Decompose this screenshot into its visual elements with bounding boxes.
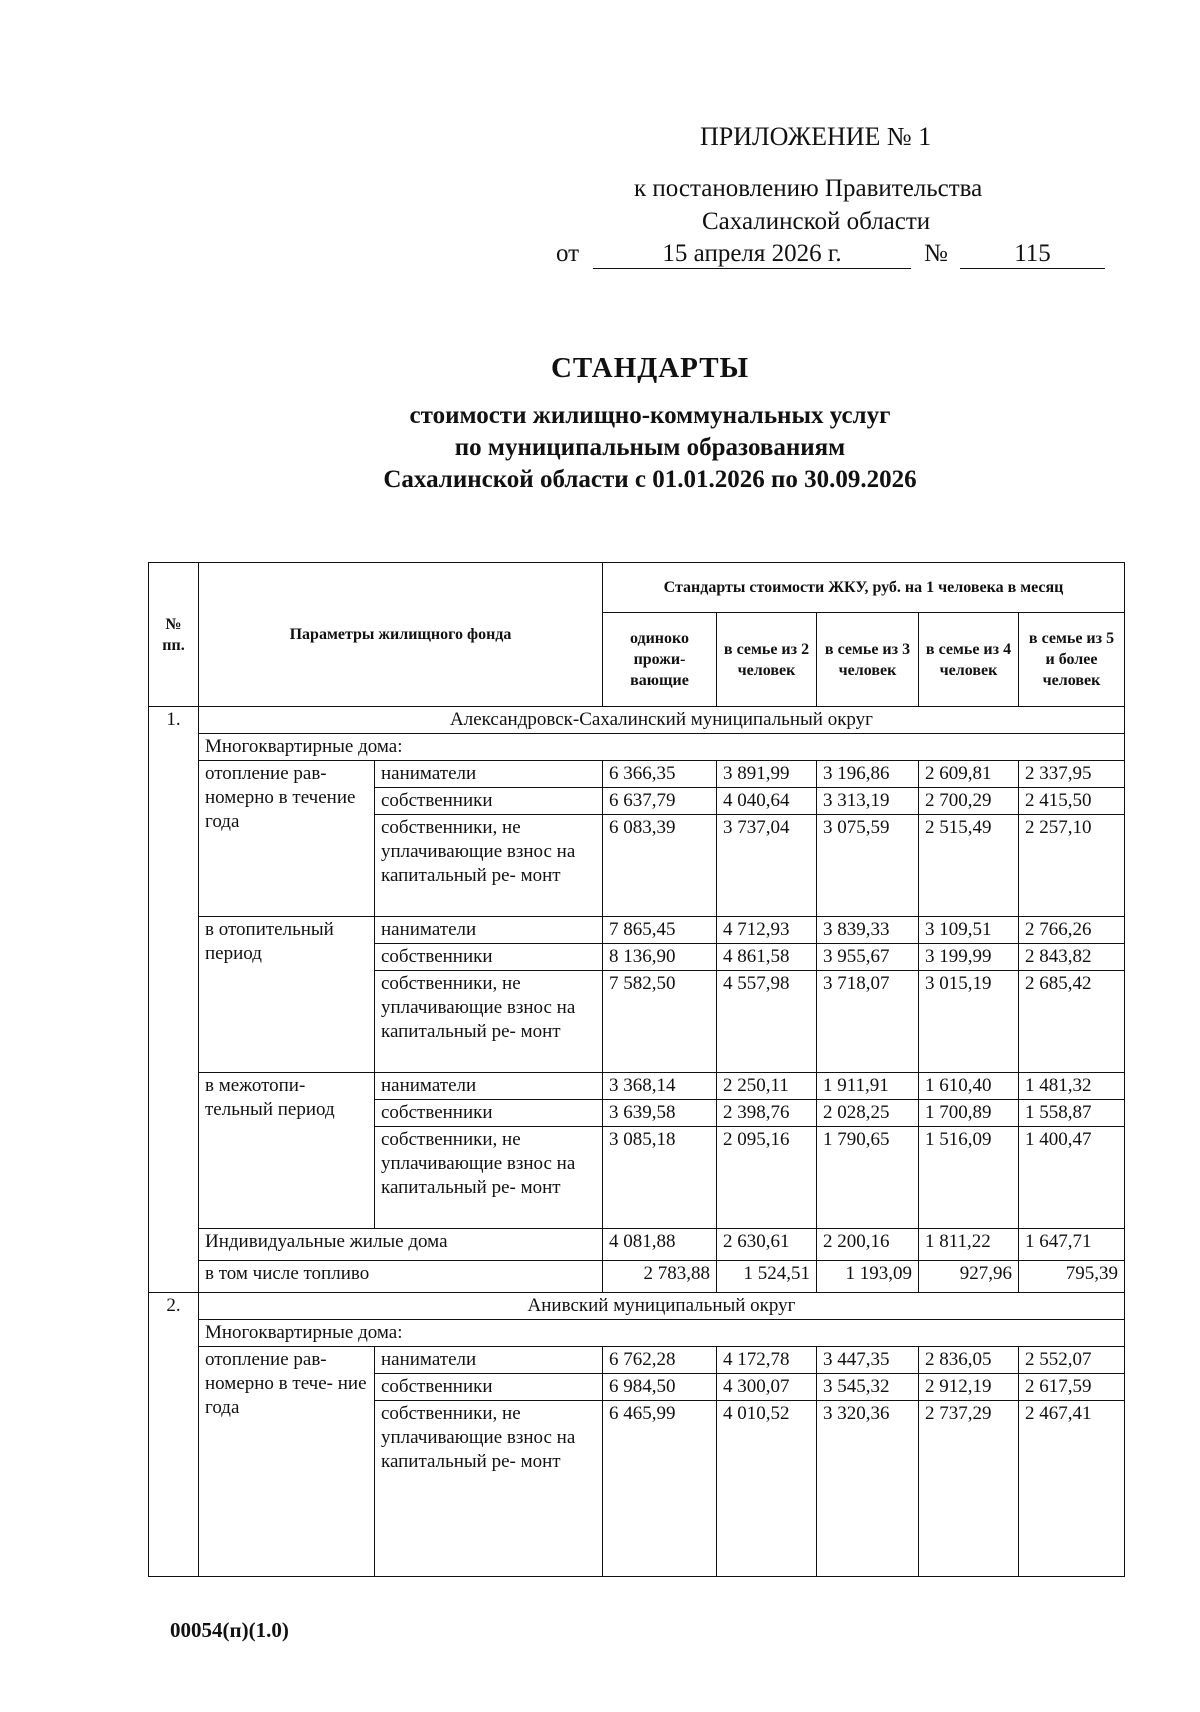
value-cell: 2 617,59: [1019, 1374, 1125, 1401]
value-cell: 2 630,61: [717, 1229, 817, 1261]
value-cell: 927,96: [919, 1261, 1019, 1293]
value-cell: 4 557,98: [717, 971, 817, 1073]
value-cell: 2 398,76: [717, 1100, 817, 1127]
apartments-label: Многоквартирные дома:: [199, 1320, 1125, 1347]
value-cell: 3 639,58: [603, 1100, 717, 1127]
heating-mode-label: отопление рав- номерно в течение года: [199, 761, 375, 917]
value-cell: 3 545,32: [817, 1374, 919, 1401]
category-label: наниматели: [375, 1073, 603, 1100]
heating-mode-label: отопление рав- номерно в тече- ние года: [199, 1347, 375, 1577]
category-label: собственники: [375, 788, 603, 815]
value-cell: 3 320,36: [817, 1401, 919, 1577]
decree-reference: к постановлению Правительства: [634, 175, 983, 202]
standards-table: [148, 562, 1125, 1577]
table-row: [149, 1073, 1125, 1100]
value-cell: 1 610,40: [919, 1073, 1019, 1100]
date-prefix: от: [556, 240, 580, 267]
value-cell: 1 911,91: [817, 1073, 919, 1100]
value-cell: 2 912,19: [919, 1374, 1019, 1401]
header-col-family-4: в семье из 4 человек: [919, 613, 1019, 707]
value-cell: 2 783,88: [603, 1261, 717, 1293]
header-col-family-5: в семье из 5 и более человек: [1019, 613, 1125, 707]
subtitle-line-2: по муниципальным образованиям: [454, 434, 846, 461]
value-cell: 6 465,99: [603, 1401, 717, 1577]
value-cell: 3 839,33: [817, 917, 919, 944]
category-label: наниматели: [375, 917, 603, 944]
value-cell: 1 811,22: [919, 1229, 1019, 1261]
value-cell: 2 685,42: [1019, 971, 1125, 1073]
number-sign: №: [924, 240, 948, 267]
section-row: [149, 1293, 1125, 1320]
category-label: собственники: [375, 1374, 603, 1401]
value-cell: 1 558,87: [1019, 1100, 1125, 1127]
subtitle-line-3: Сахалинской области с 01.01.2026 по 30.09.2026: [383, 466, 917, 493]
section-row: [149, 707, 1125, 734]
value-cell: 2 028,25: [817, 1100, 919, 1127]
table-row: [149, 917, 1125, 944]
header-standards: Стандарты стоимости ЖКУ, руб. на 1 человека в месяц: [603, 563, 1125, 613]
value-cell: 1 647,71: [1019, 1229, 1125, 1261]
value-cell: 3 737,04: [717, 815, 817, 917]
value-cell: 3 313,19: [817, 788, 919, 815]
value-cell: 3 718,07: [817, 971, 919, 1073]
value-cell: 2 766,26: [1019, 917, 1125, 944]
table-row: [149, 1347, 1125, 1374]
fuel-label: в том числе топливо: [199, 1261, 603, 1293]
category-label: собственники: [375, 944, 603, 971]
value-cell: 795,39: [1019, 1261, 1125, 1293]
value-cell: 3 015,19: [919, 971, 1019, 1073]
section-number: 2.: [149, 1293, 199, 1577]
region-name: Сахалинской области: [702, 208, 931, 235]
value-cell: 3 109,51: [919, 917, 1019, 944]
document-code: 00054(п)(1.0): [170, 1618, 289, 1642]
heating-mode-label: в межотопи- тельный период: [199, 1073, 375, 1229]
value-cell: 1 524,51: [717, 1261, 817, 1293]
document-title: СТАНДАРТЫ: [550, 352, 750, 384]
value-cell: 1 400,47: [1019, 1127, 1125, 1229]
category-label: наниматели: [375, 1347, 603, 1374]
value-cell: 6 083,39: [603, 815, 717, 917]
header-row-number: № пп.: [149, 563, 199, 707]
date-line: [556, 240, 1106, 272]
header-parameters: Параметры жилищного фонда: [199, 563, 603, 707]
value-cell: 2 836,05: [919, 1347, 1019, 1374]
value-cell: 6 762,28: [603, 1347, 717, 1374]
value-cell: 8 136,90: [603, 944, 717, 971]
header-col-family-2: в семье из 2 человек: [717, 613, 817, 707]
section-title: Анивский муниципальный округ: [199, 1293, 1125, 1320]
category-label: собственники: [375, 1100, 603, 1127]
value-cell: 3 447,35: [817, 1347, 919, 1374]
value-cell: 2 200,16: [817, 1229, 919, 1261]
value-cell: 2 095,16: [717, 1127, 817, 1229]
value-cell: 2 467,41: [1019, 1401, 1125, 1577]
value-cell: 1 481,32: [1019, 1073, 1125, 1100]
value-cell: 4 861,58: [717, 944, 817, 971]
value-cell: 4 040,64: [717, 788, 817, 815]
value-cell: 4 081,88: [603, 1229, 717, 1261]
subtitle-line-1: стоимости жилищно-коммунальных услуг: [409, 402, 891, 429]
decree-date: 15 апреля 2026 г.: [593, 240, 911, 269]
value-cell: 1 516,09: [919, 1127, 1019, 1229]
value-cell: 4 300,07: [717, 1374, 817, 1401]
value-cell: 6 637,79: [603, 788, 717, 815]
value-cell: 2 515,49: [919, 815, 1019, 917]
value-cell: 3 085,18: [603, 1127, 717, 1229]
value-cell: 1 790,65: [817, 1127, 919, 1229]
table-row: [149, 1261, 1125, 1293]
value-cell: 3 196,86: [817, 761, 919, 788]
value-cell: 1 700,89: [919, 1100, 1019, 1127]
value-cell: 4 010,52: [717, 1401, 817, 1577]
value-cell: 2 843,82: [1019, 944, 1125, 971]
value-cell: 3 368,14: [603, 1073, 717, 1100]
value-cell: 2 700,29: [919, 788, 1019, 815]
category-label: собственники, не уплачивающие взнос на капитальный ре- монт: [375, 1401, 603, 1577]
value-cell: 3 891,99: [717, 761, 817, 788]
value-cell: 3 075,59: [817, 815, 919, 917]
header-col-single: одиноко прожи- вающие: [603, 613, 717, 707]
value-cell: 7 865,45: [603, 917, 717, 944]
value-cell: 2 337,95: [1019, 761, 1125, 788]
header-col-family-3: в семье из 3 человек: [817, 613, 919, 707]
value-cell: 3 199,99: [919, 944, 1019, 971]
value-cell: 2 257,10: [1019, 815, 1125, 917]
decree-number: 115: [960, 240, 1105, 269]
category-label: собственники, не уплачивающие взнос на капитальный ре- монт: [375, 815, 603, 917]
table-row: [149, 1229, 1125, 1261]
category-label: собственники, не уплачивающие взнос на капитальный ре- монт: [375, 971, 603, 1073]
appendix-title: ПРИЛОЖЕНИЕ № 1: [700, 122, 932, 151]
section-title: Александровск-Сахалинский муниципальный округ: [199, 707, 1125, 734]
value-cell: 6 984,50: [603, 1374, 717, 1401]
value-cell: 4 712,93: [717, 917, 817, 944]
value-cell: 2 609,81: [919, 761, 1019, 788]
section-number: 1.: [149, 707, 199, 1293]
apartments-label: Многоквартирные дома:: [199, 734, 1125, 761]
value-cell: 1 193,09: [817, 1261, 919, 1293]
value-cell: 2 552,07: [1019, 1347, 1125, 1374]
value-cell: 2 250,11: [717, 1073, 817, 1100]
value-cell: 6 366,35: [603, 761, 717, 788]
category-label: наниматели: [375, 761, 603, 788]
table-row: [149, 734, 1125, 761]
table-row: [149, 761, 1125, 788]
value-cell: 3 955,67: [817, 944, 919, 971]
value-cell: 2 415,50: [1019, 788, 1125, 815]
value-cell: 2 737,29: [919, 1401, 1019, 1577]
value-cell: 4 172,78: [717, 1347, 817, 1374]
category-label: собственники, не уплачивающие взнос на капитальный ре- монт: [375, 1127, 603, 1229]
value-cell: 7 582,50: [603, 971, 717, 1073]
individual-houses-label: Индивидуальные жилые дома: [199, 1229, 603, 1261]
heating-mode-label: в отопительный период: [199, 917, 375, 1073]
table-row: [149, 1320, 1125, 1347]
